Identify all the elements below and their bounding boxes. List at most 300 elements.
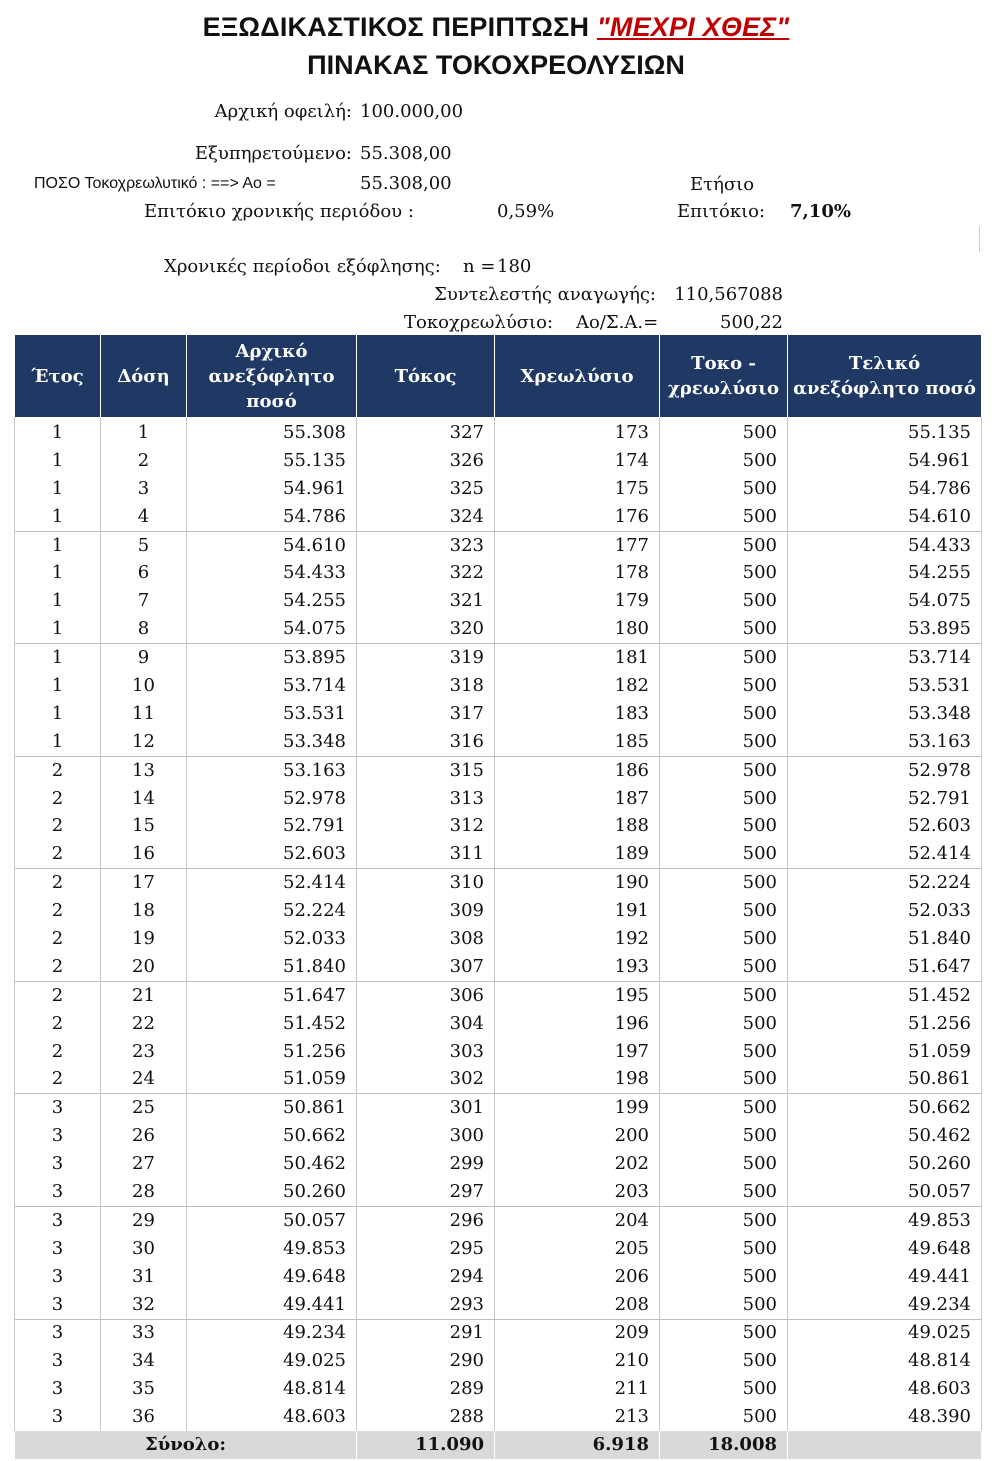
cell-initial-balance: 50.260 bbox=[187, 1178, 357, 1206]
cell-initial-balance: 49.648 bbox=[187, 1263, 357, 1291]
cell-initial-balance: 51.059 bbox=[187, 1065, 357, 1093]
table-row bbox=[15, 417, 982, 447]
cell-year: 3 bbox=[15, 1094, 101, 1122]
cell-year: 1 bbox=[15, 615, 101, 643]
cell-payment: 500 bbox=[660, 1206, 788, 1234]
cell-payment: 500 bbox=[660, 615, 788, 643]
cell-initial-balance: 51.840 bbox=[187, 953, 357, 981]
cell-payment: 500 bbox=[660, 1122, 788, 1150]
cell-interest: 311 bbox=[357, 840, 495, 868]
cell-year: 2 bbox=[15, 756, 101, 784]
cell-payment: 500 bbox=[660, 1347, 788, 1375]
cell-principal: 202 bbox=[495, 1150, 660, 1178]
cell-initial-balance: 50.861 bbox=[187, 1094, 357, 1122]
cell-principal: 179 bbox=[495, 587, 660, 615]
column-header-payment: Τοκο - χρεωλύσιο bbox=[660, 335, 788, 417]
cell-payment: 500 bbox=[660, 700, 788, 728]
column-header-interest: Τόκος bbox=[357, 335, 495, 417]
cell-interest: 319 bbox=[357, 644, 495, 672]
cell-final-balance: 50.662 bbox=[788, 1094, 982, 1122]
table-row bbox=[15, 615, 982, 643]
cell-year: 2 bbox=[15, 840, 101, 868]
cell-principal: 191 bbox=[495, 897, 660, 925]
cell-initial-balance: 50.057 bbox=[187, 1206, 357, 1234]
cell-interest: 302 bbox=[357, 1065, 495, 1093]
periods-label: Χρονικές περίοδοι εξόφλησης: bbox=[164, 256, 441, 277]
cell-initial-balance: 54.786 bbox=[187, 503, 357, 531]
cell-year: 1 bbox=[15, 587, 101, 615]
table-row bbox=[15, 531, 982, 559]
cell-principal: 213 bbox=[495, 1403, 660, 1431]
total-label: Σύνολο: bbox=[15, 1431, 357, 1459]
table-row bbox=[15, 1291, 982, 1319]
annual-rate-label: Επιτόκιο: bbox=[677, 201, 766, 222]
cell-installment-no: 21 bbox=[101, 981, 187, 1009]
table-row bbox=[15, 897, 982, 925]
cell-final-balance: 54.075 bbox=[788, 587, 982, 615]
cell-payment: 500 bbox=[660, 1403, 788, 1431]
table-row bbox=[15, 728, 982, 756]
table-row bbox=[15, 475, 982, 503]
cell-final-balance: 49.441 bbox=[788, 1263, 982, 1291]
cell-payment: 500 bbox=[660, 1263, 788, 1291]
cell-year: 2 bbox=[15, 1065, 101, 1093]
cell-year: 3 bbox=[15, 1206, 101, 1234]
cell-installment-no: 36 bbox=[101, 1403, 187, 1431]
cell-final-balance: 50.462 bbox=[788, 1122, 982, 1150]
cell-year: 2 bbox=[15, 981, 101, 1009]
table-row bbox=[15, 1122, 982, 1150]
cell-initial-balance: 51.452 bbox=[187, 1010, 357, 1038]
cell-final-balance: 50.260 bbox=[788, 1150, 982, 1178]
cell-initial-balance: 52.603 bbox=[187, 840, 357, 868]
cell-final-balance: 51.452 bbox=[788, 981, 982, 1009]
cell-initial-balance: 49.853 bbox=[187, 1235, 357, 1263]
cell-interest: 293 bbox=[357, 1291, 495, 1319]
cell-final-balance: 53.714 bbox=[788, 644, 982, 672]
cell-principal: 180 bbox=[495, 615, 660, 643]
cell-installment-no: 19 bbox=[101, 925, 187, 953]
annual-rate-value: 7,10% bbox=[790, 201, 851, 222]
cell-principal: 196 bbox=[495, 1010, 660, 1038]
table-row bbox=[15, 1263, 982, 1291]
installment-formula: Αο/Σ.Α.= bbox=[576, 312, 659, 333]
cell-installment-no: 33 bbox=[101, 1319, 187, 1347]
cell-payment: 500 bbox=[660, 1094, 788, 1122]
cell-principal: 192 bbox=[495, 925, 660, 953]
cell-year: 3 bbox=[15, 1150, 101, 1178]
cell-principal: 183 bbox=[495, 700, 660, 728]
cell-installment-no: 27 bbox=[101, 1150, 187, 1178]
cell-principal: 175 bbox=[495, 475, 660, 503]
cell-interest: 322 bbox=[357, 559, 495, 587]
cell-installment-no: 9 bbox=[101, 644, 187, 672]
cell-interest: 310 bbox=[357, 869, 495, 897]
total-installment: 18.008 bbox=[660, 1431, 788, 1459]
total-interest: 11.090 bbox=[357, 1431, 495, 1459]
cell-year: 1 bbox=[15, 531, 101, 559]
cell-installment-no: 17 bbox=[101, 869, 187, 897]
cell-payment: 500 bbox=[660, 1065, 788, 1093]
cell-interest: 301 bbox=[357, 1094, 495, 1122]
cell-interest: 316 bbox=[357, 728, 495, 756]
cell-principal: 203 bbox=[495, 1178, 660, 1206]
cell-initial-balance: 53.163 bbox=[187, 756, 357, 784]
cell-interest: 289 bbox=[357, 1375, 495, 1403]
cell-interest: 324 bbox=[357, 503, 495, 531]
cell-final-balance: 52.224 bbox=[788, 869, 982, 897]
cell-interest: 307 bbox=[357, 953, 495, 981]
cell-year: 1 bbox=[15, 672, 101, 700]
cell-installment-no: 32 bbox=[101, 1291, 187, 1319]
periods-n: n = bbox=[463, 256, 496, 277]
cell-payment: 500 bbox=[660, 1178, 788, 1206]
cell-principal: 206 bbox=[495, 1263, 660, 1291]
cell-initial-balance: 51.647 bbox=[187, 981, 357, 1009]
cell-principal: 210 bbox=[495, 1347, 660, 1375]
cell-installment-no: 29 bbox=[101, 1206, 187, 1234]
cell-year: 1 bbox=[15, 447, 101, 475]
cell-payment: 500 bbox=[660, 785, 788, 813]
cell-installment-no: 8 bbox=[101, 615, 187, 643]
cell-final-balance: 48.603 bbox=[788, 1375, 982, 1403]
initial-debt-value: 100.000,00 bbox=[360, 101, 464, 122]
cell-principal: 197 bbox=[495, 1038, 660, 1066]
cell-installment-no: 14 bbox=[101, 785, 187, 813]
cell-principal: 208 bbox=[495, 1291, 660, 1319]
cell-final-balance: 51.059 bbox=[788, 1038, 982, 1066]
cell-year: 1 bbox=[15, 475, 101, 503]
total-principal: 6.918 bbox=[495, 1431, 660, 1459]
cell-final-balance: 53.348 bbox=[788, 700, 982, 728]
table-row bbox=[15, 503, 982, 531]
cell-principal: 177 bbox=[495, 531, 660, 559]
cell-final-balance: 54.961 bbox=[788, 447, 982, 475]
table-row bbox=[15, 1010, 982, 1038]
cell-year: 3 bbox=[15, 1347, 101, 1375]
cell-installment-no: 20 bbox=[101, 953, 187, 981]
cell-payment: 500 bbox=[660, 925, 788, 953]
cell-final-balance: 53.163 bbox=[788, 728, 982, 756]
cell-installment-no: 4 bbox=[101, 503, 187, 531]
cell-payment: 500 bbox=[660, 1375, 788, 1403]
cell-payment: 500 bbox=[660, 756, 788, 784]
cell-installment-no: 11 bbox=[101, 700, 187, 728]
cell-payment: 500 bbox=[660, 869, 788, 897]
cell-interest: 288 bbox=[357, 1403, 495, 1431]
table-row bbox=[15, 812, 982, 840]
cell-payment: 500 bbox=[660, 840, 788, 868]
cell-principal: 174 bbox=[495, 447, 660, 475]
cell-year: 3 bbox=[15, 1122, 101, 1150]
cell-principal: 205 bbox=[495, 1235, 660, 1263]
table-header-row bbox=[15, 335, 982, 417]
cell-payment: 500 bbox=[660, 503, 788, 531]
cell-year: 1 bbox=[15, 728, 101, 756]
cell-interest: 321 bbox=[357, 587, 495, 615]
table-row bbox=[15, 700, 982, 728]
cell-payment: 500 bbox=[660, 812, 788, 840]
table-row bbox=[15, 1065, 982, 1093]
cell-principal: 204 bbox=[495, 1206, 660, 1234]
column-header-final-balance: Τελικό ανεξόφλητο ποσό bbox=[788, 335, 982, 417]
cell-payment: 500 bbox=[660, 1150, 788, 1178]
cell-initial-balance: 54.961 bbox=[187, 475, 357, 503]
cell-year: 1 bbox=[15, 417, 101, 447]
amount-value: 55.308,00 bbox=[360, 173, 452, 194]
cell-installment-no: 12 bbox=[101, 728, 187, 756]
cell-initial-balance: 50.662 bbox=[187, 1122, 357, 1150]
cell-initial-balance: 48.603 bbox=[187, 1403, 357, 1431]
cell-final-balance: 51.840 bbox=[788, 925, 982, 953]
period-rate-label: Επιτόκιο χρονικής περιόδου : bbox=[144, 201, 414, 222]
cell-year: 3 bbox=[15, 1235, 101, 1263]
cell-initial-balance: 51.256 bbox=[187, 1038, 357, 1066]
cell-installment-no: 6 bbox=[101, 559, 187, 587]
cell-initial-balance: 53.895 bbox=[187, 644, 357, 672]
cell-initial-balance: 52.224 bbox=[187, 897, 357, 925]
cell-year: 2 bbox=[15, 953, 101, 981]
discount-label: Συντελεστής αναγωγής: bbox=[434, 284, 656, 305]
cell-payment: 500 bbox=[660, 644, 788, 672]
cell-interest: 308 bbox=[357, 925, 495, 953]
cell-installment-no: 15 bbox=[101, 812, 187, 840]
cell-installment-no: 22 bbox=[101, 1010, 187, 1038]
cell-final-balance: 54.433 bbox=[788, 531, 982, 559]
cell-interest: 306 bbox=[357, 981, 495, 1009]
cell-installment-no: 13 bbox=[101, 756, 187, 784]
serviced-label: Εξυπηρετούμενο: bbox=[194, 143, 352, 164]
cell-payment: 500 bbox=[660, 1010, 788, 1038]
cell-initial-balance: 52.414 bbox=[187, 869, 357, 897]
cell-initial-balance: 53.714 bbox=[187, 672, 357, 700]
cell-final-balance: 49.853 bbox=[788, 1206, 982, 1234]
cell-year: 2 bbox=[15, 812, 101, 840]
table-row bbox=[15, 587, 982, 615]
cell-year: 3 bbox=[15, 1403, 101, 1431]
table-row bbox=[15, 1178, 982, 1206]
cell-payment: 500 bbox=[660, 672, 788, 700]
cell-initial-balance: 54.075 bbox=[187, 615, 357, 643]
cell-year: 1 bbox=[15, 700, 101, 728]
cell-payment: 500 bbox=[660, 559, 788, 587]
cell-installment-no: 2 bbox=[101, 447, 187, 475]
cell-interest: 295 bbox=[357, 1235, 495, 1263]
cell-payment: 500 bbox=[660, 953, 788, 981]
cell-final-balance: 48.814 bbox=[788, 1347, 982, 1375]
table-row bbox=[15, 1094, 982, 1122]
cell-principal: 195 bbox=[495, 981, 660, 1009]
cell-final-balance: 52.033 bbox=[788, 897, 982, 925]
cell-installment-no: 1 bbox=[101, 417, 187, 447]
cell-initial-balance: 52.033 bbox=[187, 925, 357, 953]
cell-year: 1 bbox=[15, 644, 101, 672]
table-row bbox=[15, 644, 982, 672]
table-row bbox=[15, 981, 982, 1009]
cell-year: 1 bbox=[15, 559, 101, 587]
cell-final-balance: 51.647 bbox=[788, 953, 982, 981]
cell-principal: 198 bbox=[495, 1065, 660, 1093]
cell-year: 3 bbox=[15, 1178, 101, 1206]
title-prefix: ΕΞΩΔΙΚΑΣΤΙΚΟΣ ΠΕΡΙΠΤΩΣΗ bbox=[202, 12, 597, 42]
cell-interest: 294 bbox=[357, 1263, 495, 1291]
cell-initial-balance: 54.255 bbox=[187, 587, 357, 615]
table-row bbox=[15, 953, 982, 981]
cell-final-balance: 52.791 bbox=[788, 785, 982, 813]
cell-interest: 315 bbox=[357, 756, 495, 784]
cell-payment: 500 bbox=[660, 417, 788, 447]
installment-label: Τοκοχρεωλύσιο: bbox=[404, 312, 554, 333]
cell-interest: 291 bbox=[357, 1319, 495, 1347]
cell-installment-no: 34 bbox=[101, 1347, 187, 1375]
cell-installment-no: 30 bbox=[101, 1235, 187, 1263]
table-row bbox=[15, 785, 982, 813]
cell-payment: 500 bbox=[660, 897, 788, 925]
cell-initial-balance: 49.025 bbox=[187, 1347, 357, 1375]
cell-final-balance: 52.603 bbox=[788, 812, 982, 840]
cell-interest: 300 bbox=[357, 1122, 495, 1150]
column-header-initial-balance: Αρχικό ανεξόφλητο ποσό bbox=[187, 335, 357, 417]
cell-payment: 500 bbox=[660, 728, 788, 756]
cell-installment-no: 24 bbox=[101, 1065, 187, 1093]
cell-year: 2 bbox=[15, 925, 101, 953]
cell-interest: 290 bbox=[357, 1347, 495, 1375]
cell-year: 3 bbox=[15, 1375, 101, 1403]
cell-payment: 500 bbox=[660, 1038, 788, 1066]
cell-principal: 211 bbox=[495, 1375, 660, 1403]
cell-initial-balance: 52.791 bbox=[187, 812, 357, 840]
cell-initial-balance: 52.978 bbox=[187, 785, 357, 813]
cell-final-balance: 49.025 bbox=[788, 1319, 982, 1347]
cell-initial-balance: 55.135 bbox=[187, 447, 357, 475]
cell-installment-no: 10 bbox=[101, 672, 187, 700]
cell-payment: 500 bbox=[660, 1291, 788, 1319]
cell-interest: 317 bbox=[357, 700, 495, 728]
cell-interest: 325 bbox=[357, 475, 495, 503]
cell-principal: 187 bbox=[495, 785, 660, 813]
cell-principal: 200 bbox=[495, 1122, 660, 1150]
cell-principal: 178 bbox=[495, 559, 660, 587]
cell-interest: 320 bbox=[357, 615, 495, 643]
discount-value: 110,567088 bbox=[674, 284, 783, 305]
table-row bbox=[15, 1375, 982, 1403]
periods-value: 180 bbox=[497, 256, 532, 277]
cell-installment-no: 28 bbox=[101, 1178, 187, 1206]
cell-installment-no: 26 bbox=[101, 1122, 187, 1150]
cell-year: 3 bbox=[15, 1319, 101, 1347]
cell-interest: 297 bbox=[357, 1178, 495, 1206]
cell-final-balance: 52.414 bbox=[788, 840, 982, 868]
table-row bbox=[15, 756, 982, 784]
cell-installment-no: 31 bbox=[101, 1263, 187, 1291]
cell-year: 1 bbox=[15, 503, 101, 531]
cell-initial-balance: 49.441 bbox=[187, 1291, 357, 1319]
cell-final-balance: 52.978 bbox=[788, 756, 982, 784]
cell-installment-no: 23 bbox=[101, 1038, 187, 1066]
cell-border-fragment bbox=[979, 226, 980, 252]
cell-payment: 500 bbox=[660, 531, 788, 559]
cell-interest: 304 bbox=[357, 1010, 495, 1038]
cell-interest: 327 bbox=[357, 417, 495, 447]
total-empty-cell bbox=[788, 1431, 982, 1459]
cell-initial-balance: 55.308 bbox=[187, 417, 357, 447]
cell-installment-no: 3 bbox=[101, 475, 187, 503]
cell-final-balance: 55.135 bbox=[788, 417, 982, 447]
cell-final-balance: 50.057 bbox=[788, 1178, 982, 1206]
amortization-table bbox=[14, 335, 982, 1459]
table-row bbox=[15, 559, 982, 587]
column-header-principal: Χρεωλύσιο bbox=[495, 335, 660, 417]
cell-final-balance: 54.786 bbox=[788, 475, 982, 503]
cell-principal: 186 bbox=[495, 756, 660, 784]
amount-label: ΠΟΣΟ Τοκοχρεωλυτικό : ==> Αο = bbox=[34, 175, 276, 192]
cell-payment: 500 bbox=[660, 475, 788, 503]
table-row bbox=[15, 1206, 982, 1234]
cell-principal: 209 bbox=[495, 1319, 660, 1347]
cell-principal: 190 bbox=[495, 869, 660, 897]
cell-installment-no: 35 bbox=[101, 1375, 187, 1403]
cell-installment-no: 5 bbox=[101, 531, 187, 559]
cell-initial-balance: 53.348 bbox=[187, 728, 357, 756]
cell-initial-balance: 49.234 bbox=[187, 1319, 357, 1347]
cell-payment: 500 bbox=[660, 447, 788, 475]
cell-principal: 173 bbox=[495, 417, 660, 447]
cell-initial-balance: 53.531 bbox=[187, 700, 357, 728]
cell-principal: 188 bbox=[495, 812, 660, 840]
period-rate-value: 0,59% bbox=[497, 201, 555, 222]
cell-installment-no: 18 bbox=[101, 897, 187, 925]
cell-year: 3 bbox=[15, 1291, 101, 1319]
cell-interest: 313 bbox=[357, 785, 495, 813]
cell-principal: 182 bbox=[495, 672, 660, 700]
cell-year: 2 bbox=[15, 1010, 101, 1038]
cell-interest: 296 bbox=[357, 1206, 495, 1234]
cell-interest: 299 bbox=[357, 1150, 495, 1178]
table-row bbox=[15, 1150, 982, 1178]
cell-final-balance: 54.610 bbox=[788, 503, 982, 531]
cell-interest: 303 bbox=[357, 1038, 495, 1066]
cell-final-balance: 49.648 bbox=[788, 1235, 982, 1263]
table-row bbox=[15, 925, 982, 953]
title-highlight: "ΜΕΧΡΙ ΧΘΕΣ" bbox=[596, 12, 790, 42]
table-row bbox=[15, 447, 982, 475]
cell-final-balance: 49.234 bbox=[788, 1291, 982, 1319]
cell-interest: 323 bbox=[357, 531, 495, 559]
cell-final-balance: 54.255 bbox=[788, 559, 982, 587]
table-row bbox=[15, 1235, 982, 1263]
cell-payment: 500 bbox=[660, 981, 788, 1009]
cell-initial-balance: 48.814 bbox=[187, 1375, 357, 1403]
column-header-installment-no: Δόση bbox=[101, 335, 187, 417]
table-row bbox=[15, 869, 982, 897]
page-title bbox=[0, 12, 992, 43]
cell-payment: 500 bbox=[660, 587, 788, 615]
cell-final-balance: 48.390 bbox=[788, 1403, 982, 1431]
table-row bbox=[15, 840, 982, 868]
table-row bbox=[15, 1347, 982, 1375]
cell-year: 2 bbox=[15, 897, 101, 925]
cell-interest: 312 bbox=[357, 812, 495, 840]
cell-year: 3 bbox=[15, 1263, 101, 1291]
cell-payment: 500 bbox=[660, 1235, 788, 1263]
cell-initial-balance: 50.462 bbox=[187, 1150, 357, 1178]
table-row bbox=[15, 672, 982, 700]
cell-principal: 176 bbox=[495, 503, 660, 531]
cell-installment-no: 7 bbox=[101, 587, 187, 615]
cell-principal: 181 bbox=[495, 644, 660, 672]
cell-final-balance: 53.895 bbox=[788, 615, 982, 643]
initial-debt-label: Αρχική οφειλή: bbox=[214, 101, 352, 122]
